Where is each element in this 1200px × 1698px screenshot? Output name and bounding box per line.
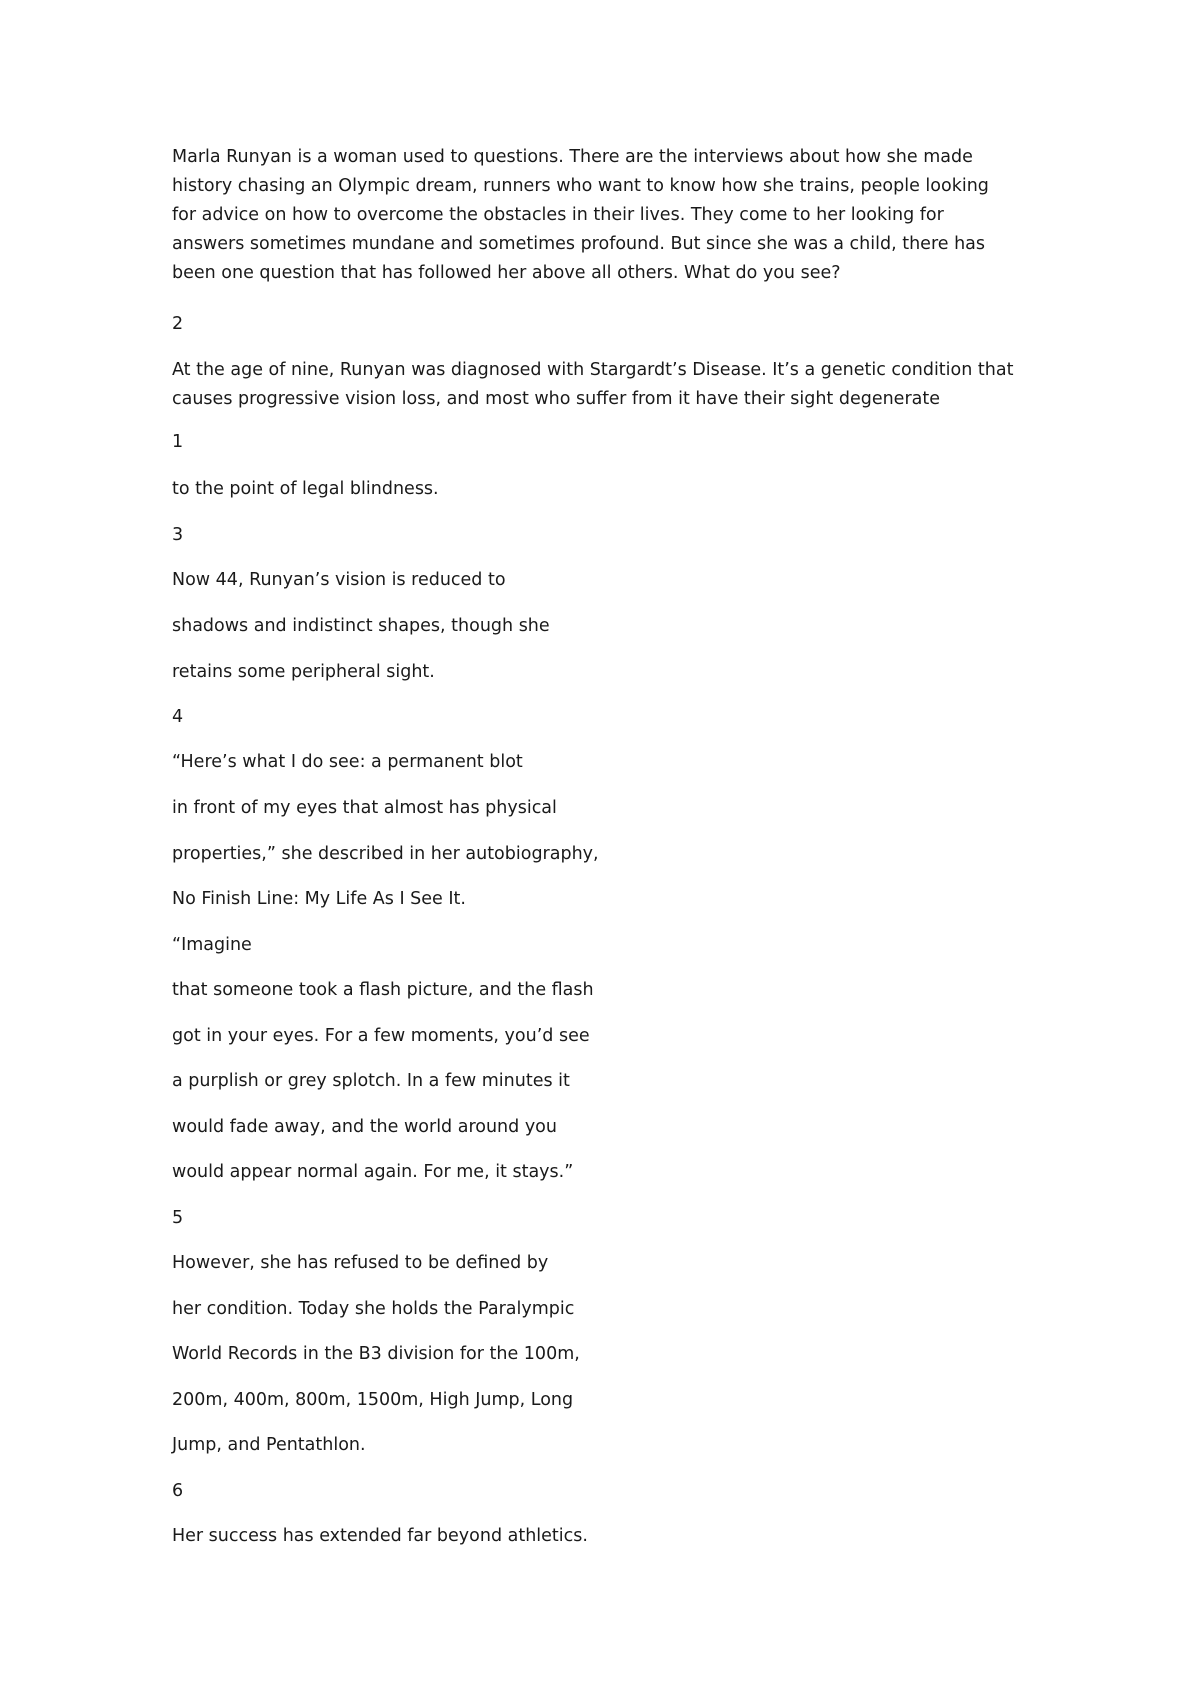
paragraph-diagnosis	[172, 356, 1013, 414]
text-line: “Imagine	[172, 935, 252, 955]
text-line: a purplish or grey splotch. In a few minutes it	[172, 1071, 570, 1091]
text-line: in front of my eyes that almost has physical	[172, 798, 557, 818]
text-line: causes progressive vision loss, and most who suffer from it have their sight degenerate	[172, 389, 941, 409]
section-marker-5: 5	[172, 1208, 184, 1228]
section-marker-3: 3	[172, 525, 184, 545]
text-line: answers sometimes mundane and sometimes profound. But since she was a child, there has	[172, 234, 986, 254]
text-line: Her success has extended far beyond athletics.	[172, 1526, 588, 1546]
text-line: history chasing an Olympic dream, runners who want to know how she trains, people looking	[172, 176, 989, 196]
text-line: her condition. Today she holds the Paralympic	[172, 1299, 575, 1319]
text-line: to the point of legal blindness.	[172, 479, 439, 499]
text-line: However, she has refused to be defined by	[172, 1253, 549, 1273]
text-line: shadows and indistinct shapes, though she	[172, 616, 550, 636]
text-line: retains some peripheral sight.	[172, 662, 435, 682]
text-line: would appear normal again. For me, it stays.”	[172, 1162, 574, 1182]
text-line: Jump, and Pentathlon.	[172, 1435, 366, 1455]
section-marker-4: 4	[172, 707, 184, 727]
text-line: “Here’s what I do see: a permanent blot	[172, 752, 523, 772]
section-marker-6: 6	[172, 1481, 184, 1501]
text-line: would fade away, and the world around you	[172, 1117, 557, 1137]
section-marker-2: 2	[172, 314, 184, 334]
text-line: got in your eyes. For a few moments, you’d see	[172, 1026, 590, 1046]
page-number-marker: 1	[172, 432, 184, 452]
text-line: At the age of nine, Runyan was diagnosed with Stargardt’s Disease. It’s a genetic condition that	[172, 360, 1014, 380]
text-line: 200m, 400m, 800m, 1500m, High Jump, Long	[172, 1390, 574, 1410]
text-line: for advice on how to overcome the obstacles in their lives. They come to her looking for	[172, 205, 944, 225]
text-line: that someone took a flash picture, and the flash	[172, 980, 594, 1000]
text-line: Marla Runyan is a woman used to questions. There are the interviews about how she made	[172, 147, 973, 167]
text-line: No Finish Line: My Life As I See It.	[172, 889, 466, 909]
text-line: World Records in the B3 division for the 100m,	[172, 1344, 580, 1364]
text-line: been one question that has followed her above all others. What do you see?	[172, 263, 841, 283]
text-line: properties,” she described in her autobiography,	[172, 844, 599, 864]
text-line: Now 44, Runyan’s vision is reduced to	[172, 570, 506, 590]
paragraph-intro	[172, 143, 989, 288]
